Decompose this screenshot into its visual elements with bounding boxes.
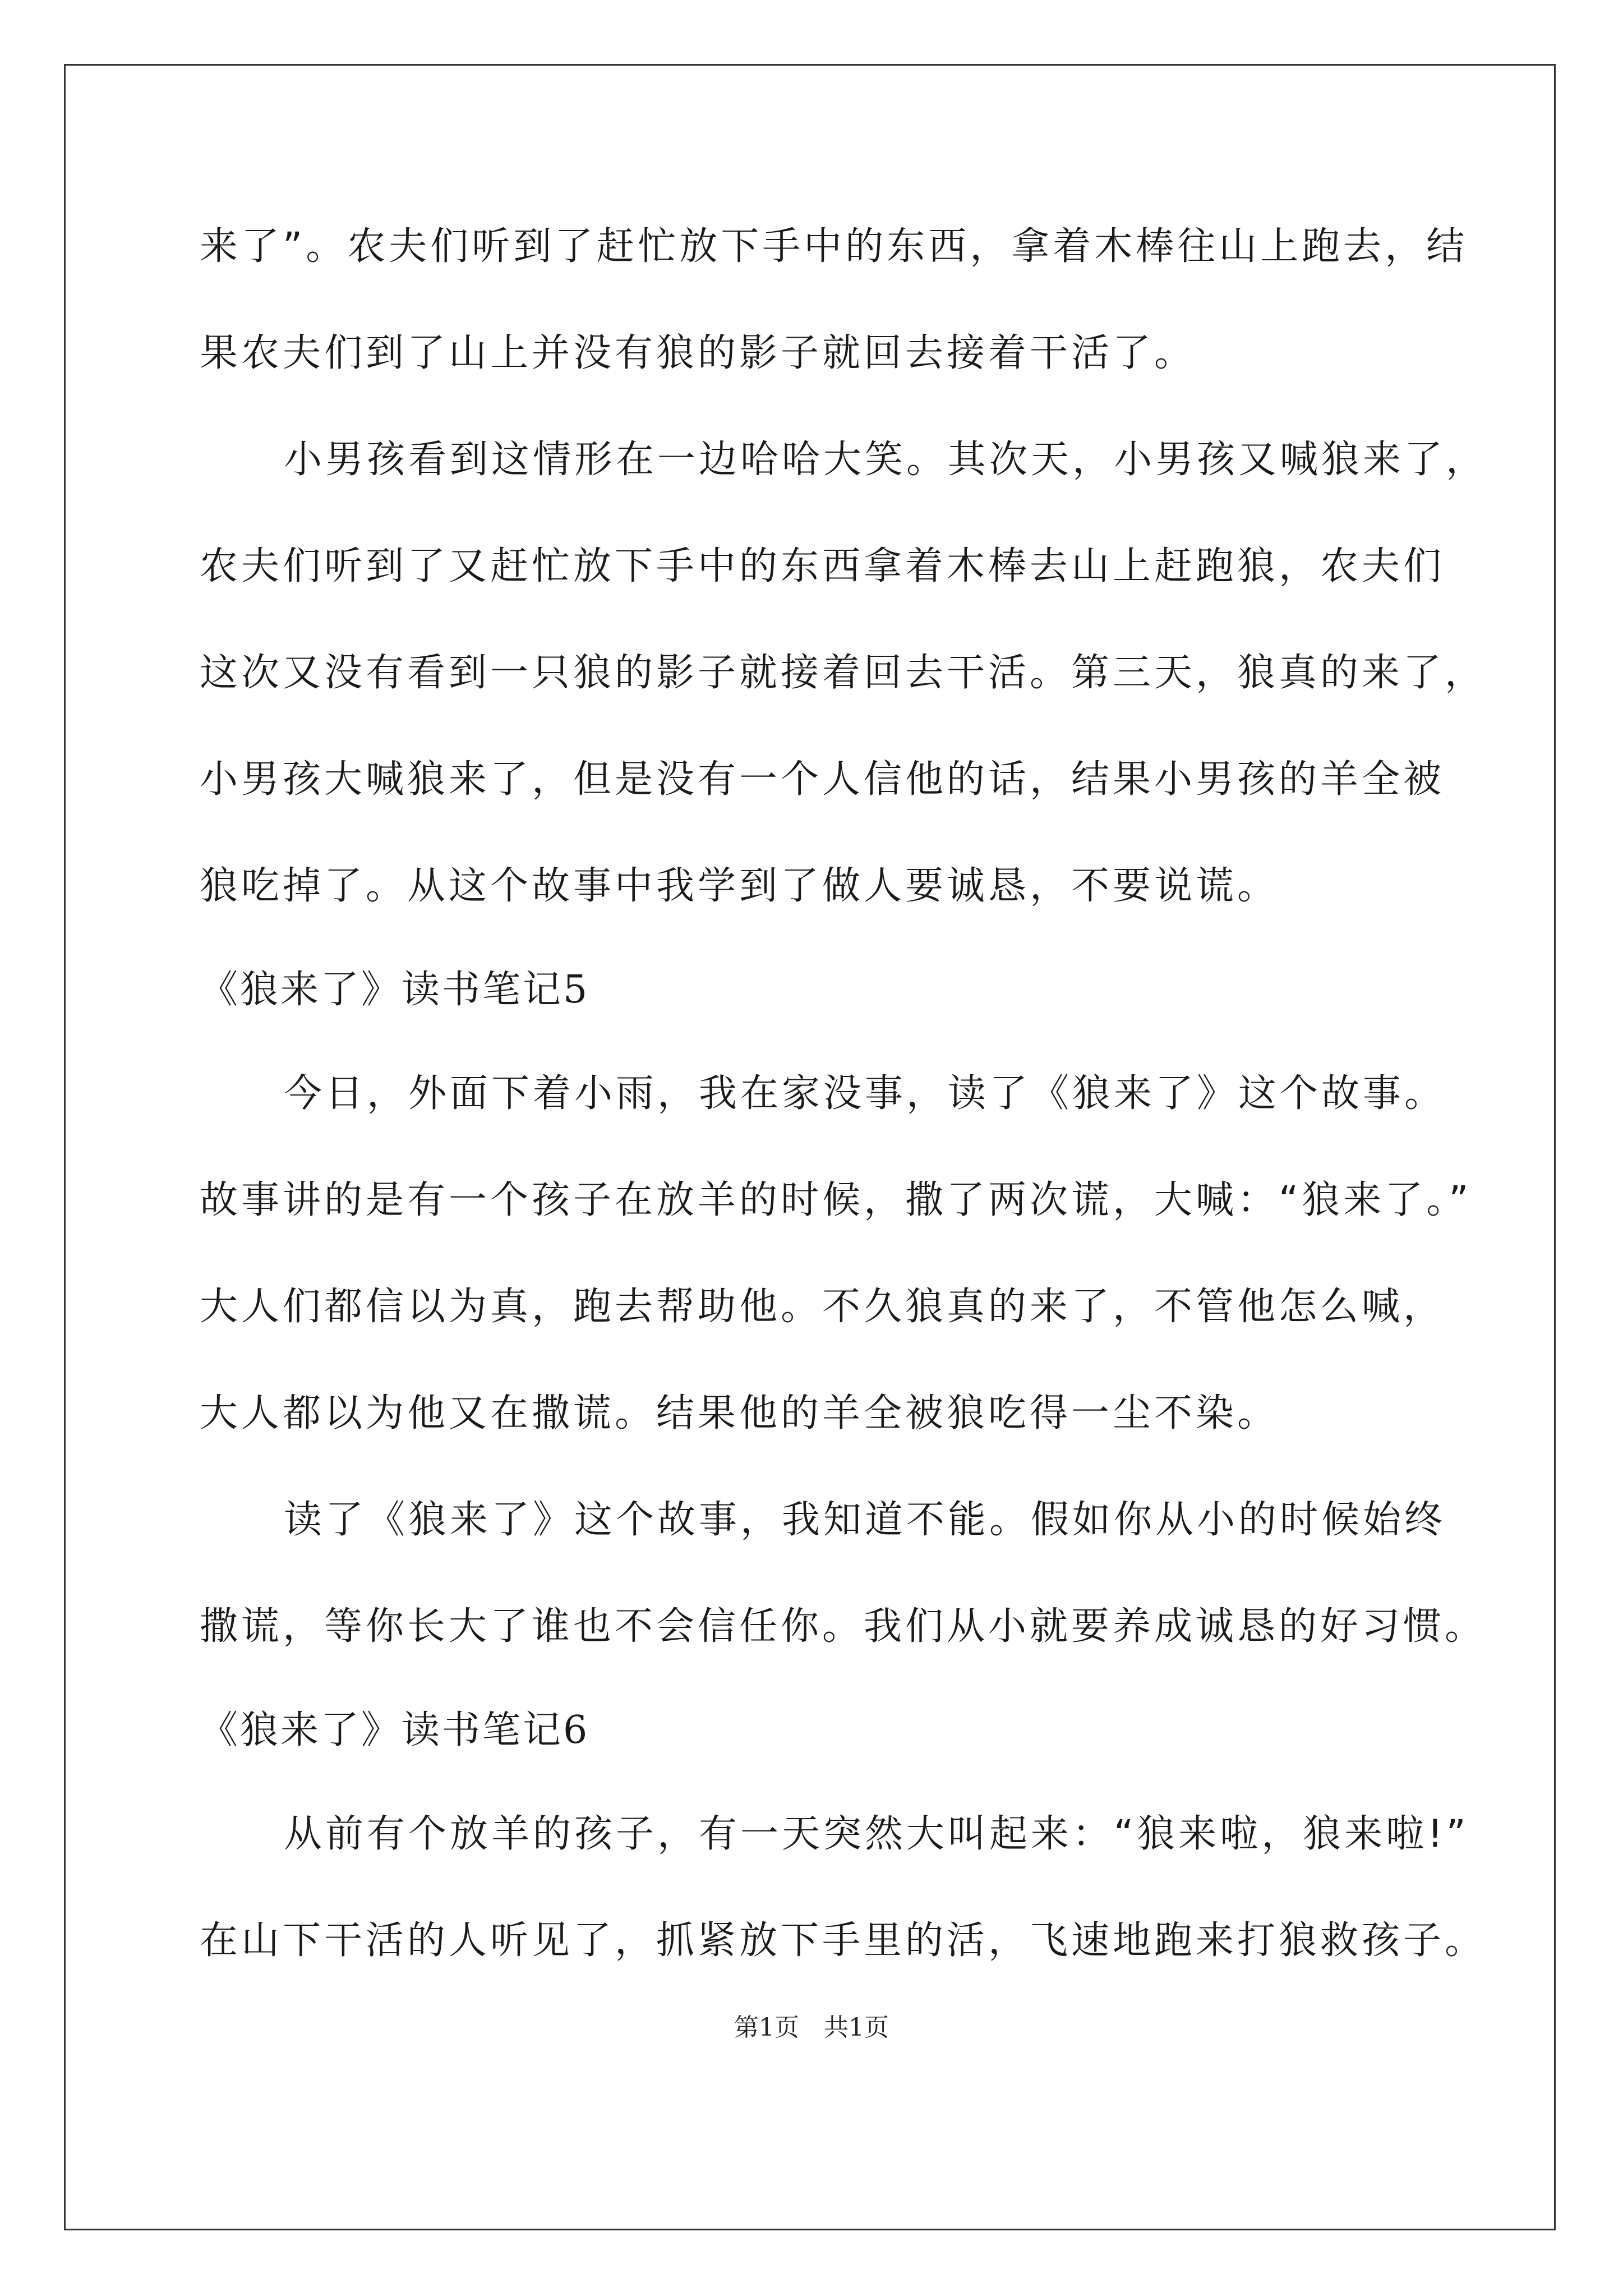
paragraph-line: 农夫们听到了又赶忙放下手中的东西拿着木棒去山上赶跑狼，农夫们 bbox=[200, 544, 1445, 588]
paragraph-line: 大人们都信以为真，跑去帮助他。不久狼真的来了，不管他怎么喊， bbox=[200, 1285, 1445, 1329]
section-heading: 《狼来了》读书笔记5 bbox=[200, 968, 590, 1012]
paragraph-line: 从前有个放羊的孩子，有一天突然大叫起来：“狼来啦，狼来啦!” bbox=[284, 1812, 1469, 1856]
page-border bbox=[64, 64, 1556, 2230]
paragraph-line: 来了”。农夫们听到了赶忙放下手中的东西，拿着木棒往山上跑去，结 bbox=[200, 224, 1468, 269]
paragraph-line: 故事讲的是有一个孩子在放羊的时候，撒了两次谎，大喊：“狼来了。” bbox=[200, 1178, 1472, 1222]
paragraph-line: 在山下干活的人听见了，抓紧放下手里的活，飞速地跑来打狼救孩子。 bbox=[200, 1918, 1487, 1963]
paragraph-line: 小男孩大喊狼来了，但是没有一个人信他的话，结果小男孩的羊全被 bbox=[200, 757, 1445, 802]
paragraph-line: 狼吃掉了。从这个故事中我学到了做人要诚恳，不要说谎。 bbox=[200, 864, 1279, 908]
paragraph-line: 小男孩看到这情形在一边哈哈大笑。其次天，小男孩又喊狼来了， bbox=[284, 438, 1488, 482]
page-footer bbox=[0, 2007, 1623, 2043]
paragraph-line: 这次又没有看到一只狼的影子就接着回去干活。第三天，狼真的来了， bbox=[200, 651, 1487, 695]
paragraph-line: 今日，外面下着小雨，我在家没事，读了《狼来了》这个故事。 bbox=[284, 1071, 1446, 1116]
paragraph-line: 果农夫们到了山上并没有狼的影子就回去接着干活了。 bbox=[200, 331, 1196, 375]
paragraph-line: 大人都以为他又在撒谎。结果他的羊全被狼吃得一尘不染。 bbox=[200, 1391, 1279, 1435]
paragraph-line: 读了《狼来了》这个故事，我知道不能。假如你从小的时候始终 bbox=[284, 1498, 1446, 1542]
paragraph-line: 撒谎，等你长大了谁也不会信任你。我们从小就要养成诚恳的好习惯。 bbox=[200, 1604, 1487, 1649]
page-number-total: 共1页 bbox=[824, 2013, 889, 2042]
page-number-current: 第1页 bbox=[734, 2013, 799, 2042]
section-heading: 《狼来了》读书笔记6 bbox=[200, 1708, 590, 1752]
